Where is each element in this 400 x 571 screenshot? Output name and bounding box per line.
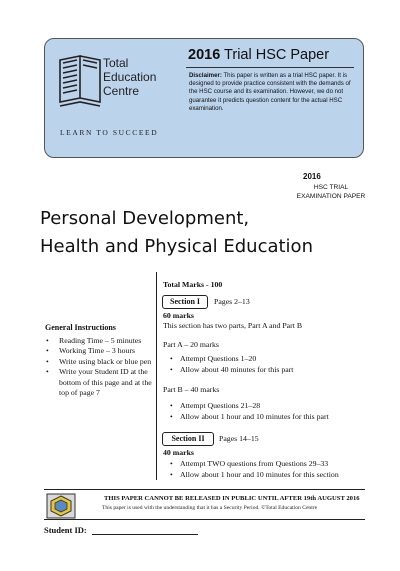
- total-marks: Total Marks - 100: [163, 280, 223, 289]
- footer-rule-top: [44, 489, 365, 490]
- section-1-marks: 60 marks: [163, 311, 194, 320]
- student-id-label: Student ID:: [44, 525, 87, 535]
- general-instructions-list: [45, 336, 157, 398]
- list-item: • Allow about 40 minutes for this part: [170, 365, 294, 374]
- list-item: • Write your Student ID at the bottom of this page and at the top of page 7: [46, 367, 152, 398]
- security-seal-icon: [46, 493, 76, 519]
- list-item: • Attempt Questions 1–20: [170, 354, 257, 363]
- part-a-title: Part A – 20 marks: [163, 340, 219, 349]
- list-item: • Write using black or blue pen: [46, 356, 152, 366]
- list-item: • Attempt TWO questions from Questions 29–33: [170, 459, 329, 468]
- student-id-field[interactable]: [92, 534, 198, 535]
- subject-title: Personal Development, Health and Physical Education: [40, 208, 313, 257]
- section-2-label: Section II: [162, 432, 214, 446]
- section-1-label: Section I: [162, 295, 208, 309]
- title-rule: [186, 67, 354, 68]
- logo-tagline: LEARN TO SUCCEED: [60, 128, 159, 137]
- general-instructions-title: General Instructions: [45, 323, 116, 332]
- footer-rule-bottom: [44, 519, 365, 520]
- logo-wordmark: Total Education Centre: [103, 56, 157, 98]
- section-2-pages: Pages 14–15: [219, 434, 259, 443]
- section-2-marks: 40 marks: [163, 448, 194, 457]
- list-item: • Attempt Questions 21–28: [170, 401, 261, 410]
- security-notice: This paper is used with the understanding that it has a Security Period. ©Total Education Centre: [102, 505, 318, 511]
- release-notice: THIS PAPER CANNOT BE RELEASED IN PUBLIC UNTIL AFTER 19th AUGUST 2016: [104, 495, 360, 502]
- exam-year: 2016: [303, 172, 321, 181]
- section-1-description: This section has two parts, Part A and Part B: [163, 321, 303, 330]
- trial-paper-title: 2016 Trial HSC Paper: [188, 47, 330, 63]
- list-item: • Allow about 1 hour and 10 minutes for this section: [170, 470, 339, 479]
- list-item: • Allow about 1 hour and 10 minutes for this part: [170, 412, 329, 421]
- list-item: • Working Time – 3 hours: [46, 346, 136, 356]
- disclaimer: Disclaimer: This paper is written as a trial HSC paper. It is designed to provide practice consistent with the demands of the HSC course and its examination. However, we do not guarantee it predicts question content for the actual HSC examination.: [189, 72, 351, 112]
- list-item: • Reading Time – 5 minutes: [46, 336, 142, 345]
- part-b-title: Part B – 40 marks: [163, 385, 220, 394]
- section-1-pages: Pages 2–13: [214, 297, 250, 306]
- exam-type-label: HSC TRIAL EXAMINATION PAPER: [296, 184, 366, 200]
